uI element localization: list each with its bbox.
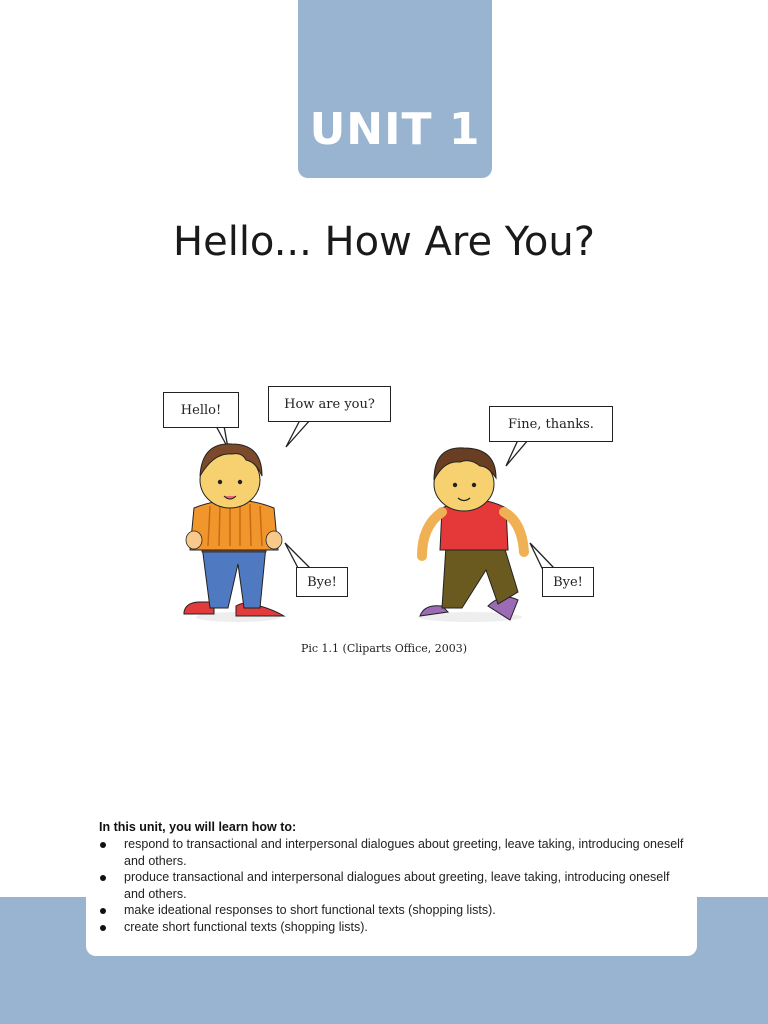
objectives-heading: In this unit, you will learn how to: [99,820,297,834]
fine-thanks-bubble-tail [506,440,528,466]
bullet-icon [100,875,106,881]
figure-caption: Pic 1.1 (Cliparts Office, 2003) [300,642,468,655]
bye-left-bubble-tail [285,543,310,568]
boy-standing-figure [184,444,284,622]
how-are-you-bubble-tail [286,420,310,447]
how-are-you-bubble: How are you? [268,386,391,422]
objective-item [99,836,689,869]
objective-item [99,902,689,919]
objective-item [99,869,689,902]
bye-right-bubble: Bye! [542,567,594,597]
objective-text: make ideational responses to short functional texts (shopping lists). [124,903,496,917]
objectives-box [86,810,697,956]
bye-right-bubble-tail [530,543,554,568]
objective-text: respond to transactional and interpersonal dialogues about greeting, leave taking, introducing oneself and others. [124,837,684,868]
objective-item [99,919,689,936]
bullet-icon [100,908,106,914]
illustration [150,380,630,640]
bullet-icon [100,842,106,848]
unit-label: UNIT 1 [309,104,481,155]
unit-tab [298,0,492,178]
fine-thanks-bubble: Fine, thanks. [489,406,613,442]
page-title: Hello... How Are You? [173,219,595,265]
objectives-list [99,836,689,935]
bye-left-bubble: Bye! [296,567,348,597]
objective-text: create short functional texts (shopping lists). [124,919,368,934]
objective-text: produce transactional and interpersonal dialogues about greeting, leave taking, introducing oneself and others. [124,870,670,901]
hello-bubble: Hello! [163,392,239,428]
bullet-icon [100,925,106,931]
boy-walking-figure [418,448,524,622]
